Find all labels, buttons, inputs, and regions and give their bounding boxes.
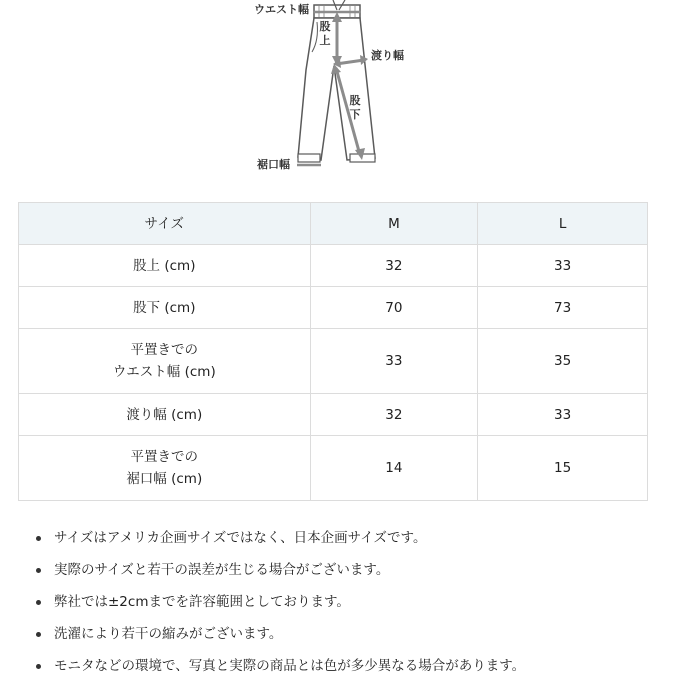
table-row-thigh (19, 394, 648, 436)
row-label: 股下 (cm) (19, 287, 311, 329)
value-m: 32 (310, 245, 478, 287)
pants-measurement-diagram (0, 0, 680, 185)
bullet-icon (36, 632, 41, 637)
value-m: 70 (310, 287, 478, 329)
waist-label: ウエスト幅 (254, 3, 309, 16)
rise-label: 股上 (319, 20, 331, 47)
table-row-rise (19, 245, 648, 287)
left-cuff (298, 154, 320, 162)
table-row-waist (19, 329, 648, 394)
size-header-l: L (478, 203, 648, 245)
table-row-hem (19, 436, 648, 501)
bullet-icon (36, 536, 41, 541)
hem-label: 裾口幅 (257, 158, 290, 171)
inseam-label: 股下 (349, 94, 361, 121)
size-table-header-row (19, 203, 648, 245)
bullet-icon (36, 664, 41, 669)
value-m: 14 (310, 436, 478, 501)
thigh-label: 渡り幅 (371, 49, 404, 62)
size-table (18, 202, 648, 501)
row-label: 平置きでの ウエスト幅 (cm) (19, 329, 311, 394)
value-l: 15 (478, 436, 648, 501)
size-header-m: M (310, 203, 478, 245)
list-item: 弊社では±2cmまでを許容範囲としております。 (36, 591, 666, 623)
value-l: 73 (478, 287, 648, 329)
size-header-label: サイズ (19, 203, 311, 245)
bullet-icon (36, 600, 41, 605)
list-item: 実際のサイズと若干の誤差が生じる場合がございます。 (36, 559, 666, 591)
pants-illustration (0, 0, 680, 185)
value-m: 32 (310, 394, 478, 436)
list-item: モニタなどの環境で、写真と実際の商品とは色が多少異なる場合があります。 (36, 655, 666, 680)
notes-list (36, 527, 666, 680)
value-l: 33 (478, 245, 648, 287)
row-label: 股上 (cm) (19, 245, 311, 287)
value-l: 35 (478, 329, 648, 394)
row-label: 渡り幅 (cm) (19, 394, 311, 436)
bullet-icon (36, 568, 41, 573)
value-l: 33 (478, 394, 648, 436)
value-m: 33 (310, 329, 478, 394)
row-label: 平置きでの 裾口幅 (cm) (19, 436, 311, 501)
list-item: サイズはアメリカ企画サイズではなく、日本企画サイズです。 (36, 527, 666, 559)
table-row-inseam (19, 287, 648, 329)
list-item: 洗濯により若干の縮みがございます。 (36, 623, 666, 655)
